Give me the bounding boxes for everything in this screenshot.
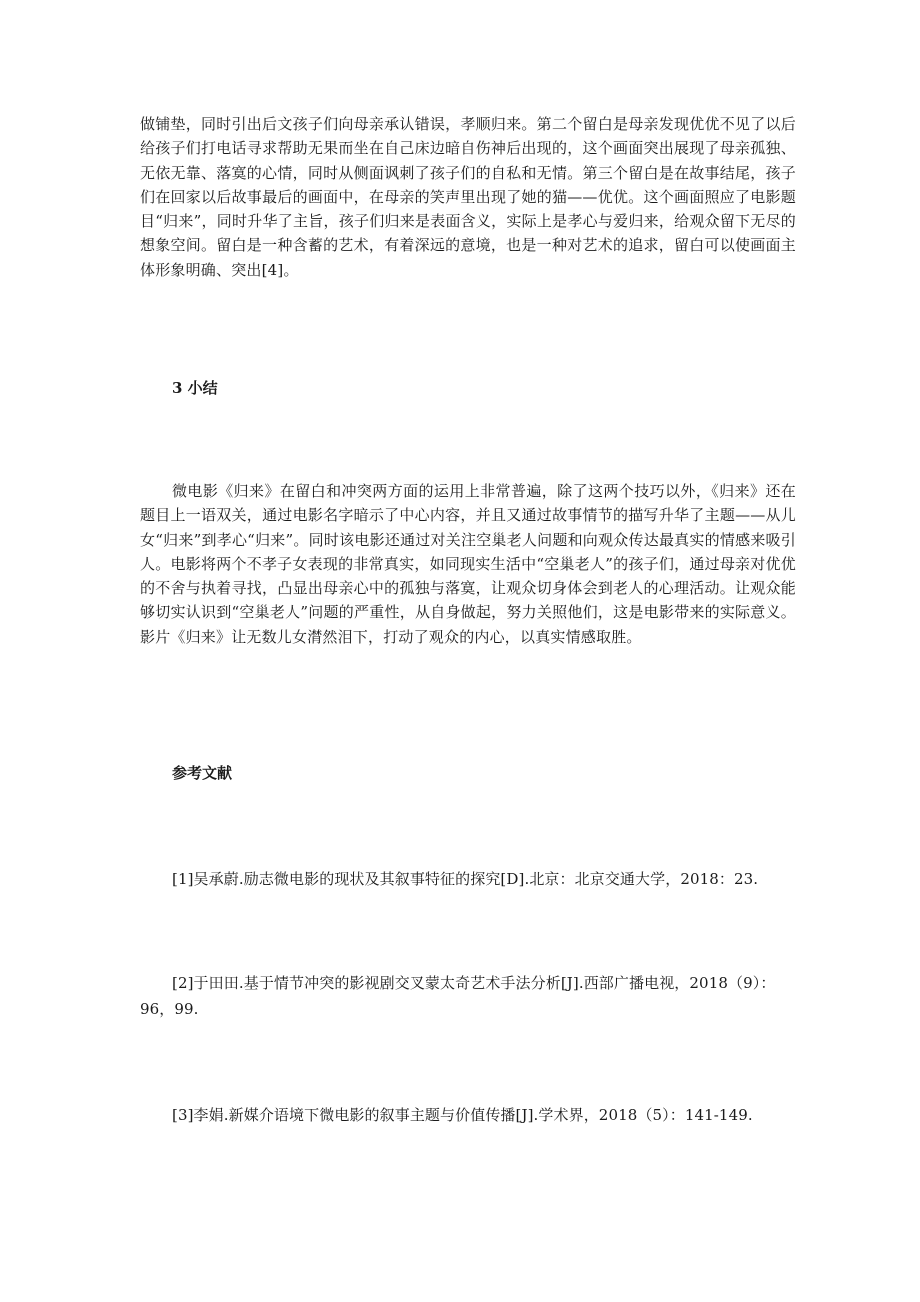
section-heading-summary: 3 小结 [172,379,218,397]
body-paragraph-summary: 微电影《归来》在留白和冲突两方面的运用上非常普遍，除了这两个技巧以外，《归来》还在题目上一语双关，通过电影名字暗示了中心内容，并且又通过故事情节的描写升华了主题——从儿女“归来”到孝心“归来”。同时该电影还通过对关注空巢老人问题和向观众传达最真实的情感来吸引人。电影将两个不孝子女表现的非常真实，如同现实生活中“空巢老人”的孩子们，通过母亲对优优的不舍与执着寻找，凸显出母亲心中的孤独与落寞，让观众切身体会到老人的心理活动。让观众能够切实认识到“空巢老人”问题的严重性，从自身做起，努力关照他们，这是电影带来的实际意义。影片《归来》让无数儿女潸然泪下，打动了观众的内心，以真实情感取胜。 [140,482,796,646]
reference-item: [2]于田田.基于情节冲突的影视剧交叉蒙太奇艺术手法分析[J].西部广播电视，2018（9）：96，99. [140,974,776,1018]
reference-item: [1]吴承蔚.励志微电影的现状及其叙事特征的探究[D].北京：北京交通大学，2018：23. [172,870,759,888]
body-paragraph-continued: 做铺垫，同时引出后文孩子们向母亲承认错误，孝顺归来。第二个留白是母亲发现优优不见了以后给孩子们打电话寻求帮助无果而坐在自己床边暗自伤神后出现的，这个画面突出展现了母亲孤独、无依无靠、落寞的心情，同时从侧面讽刺了孩子们的自私和无情。第三个留白是在故事结尾，孩子们在回家以后故事最后的画面中，在母亲的笑声里出现了她的猫——优优。这个画面照应了电影题目“归来”，同时升华了主旨，孩子们归来是表面含义，实际上是孝心与爱归来，给观众留下无尽的想象空间。留白是一种含蓄的艺术，有着深远的意境，也是一种对艺术的追求，留白可以使画面主体形象明确、突出[4]。 [140,115,796,279]
reference-item: [3]李娟.新媒介语境下微电影的叙事主题与价值传播[J].学术界，2018（5）：141-149. [172,1106,753,1124]
references-heading: 参考文献 [172,764,233,782]
